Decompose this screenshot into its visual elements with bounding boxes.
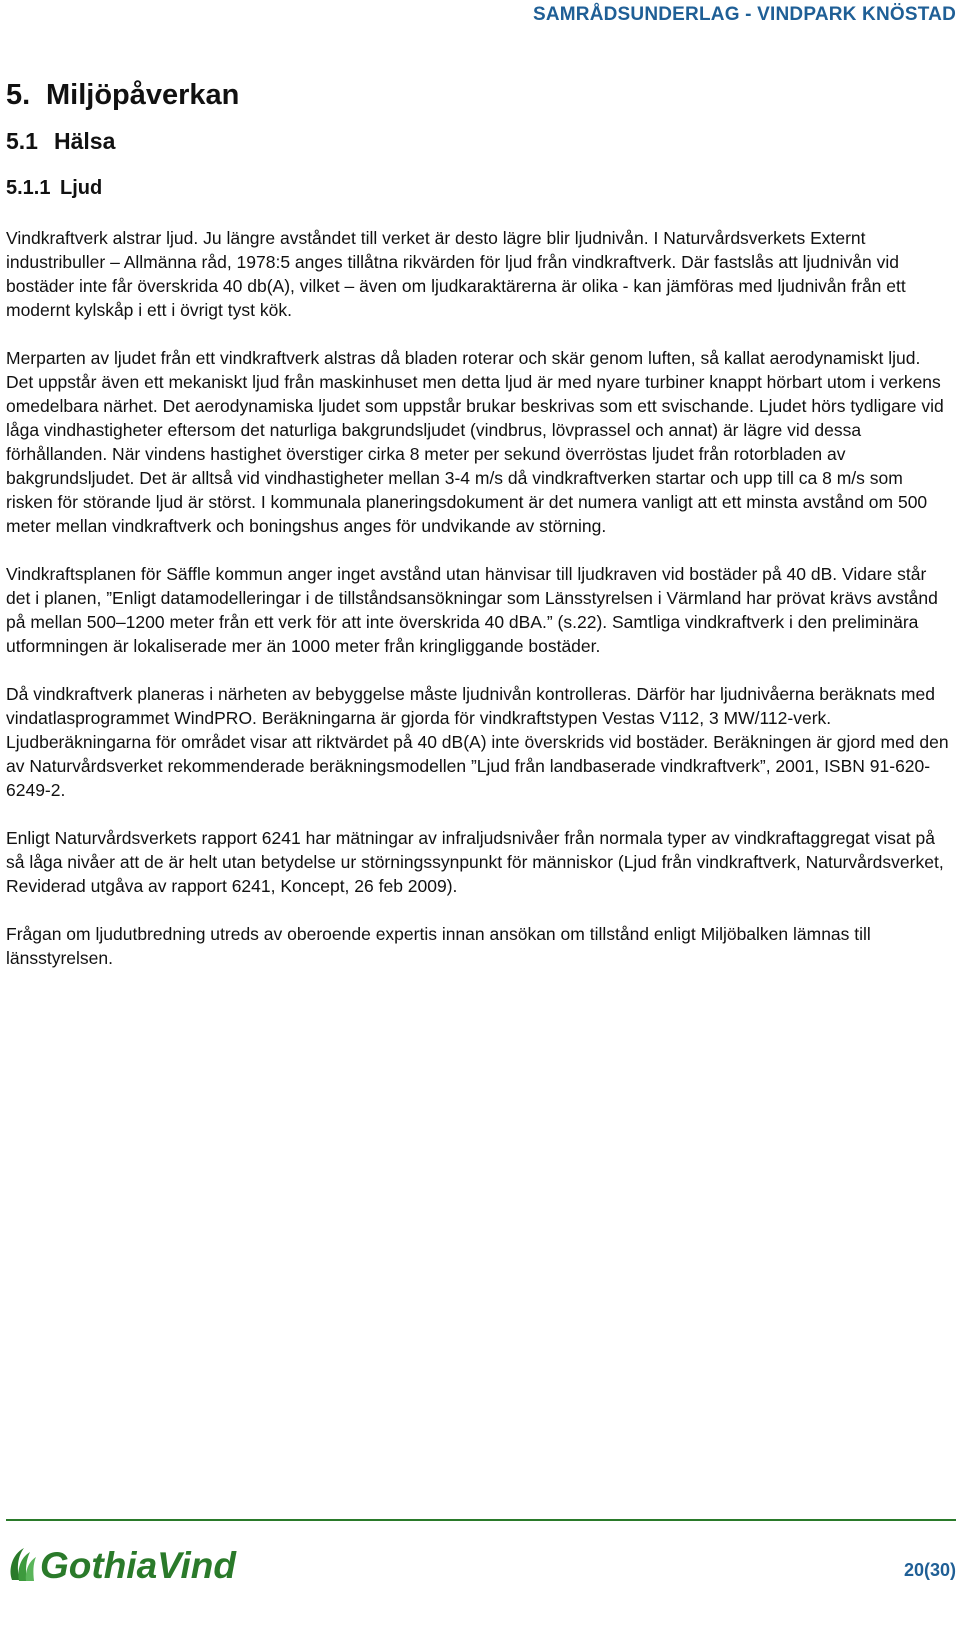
paragraph: Merparten av ljudet från ett vindkraftverk alstras då bladen roterar och skär genom luften, så kallat aerodynamiskt ljud. Det uppstår även ett mekaniskt ljud från maskinhuset men detta ljud är med nyare turbiner knappt hörbart utom i verkens omedelbara närhet. Det aerodynamiska ljudet som uppstår brukar beskrivas som ett svischande. Ljudet hörs tydligare vid låga vindhastigheter eftersom det naturliga bakgrundsljudet (vindbrus, lövprassel och annat) är lägre vid dessa förhållanden. När vindens hastighet överstiger cirka 8 meter per sekund överröstas ljudet från rotorbladen av bakgrundsljudet. Det är alltså vid vindhastigheter mellan 3-4 m/s då vindkraftverken startar och upp till ca 8 m/s som risken för störande ljud är störst. I kommunala planeringsdokument är det numera vanligt att ett minsta avstånd om 500 meter mellan vindkraftverk och boningshus anges för undvikande av störning. — [6, 348, 944, 536]
page-number: 20(30) — [903, 1560, 956, 1580]
section-heading-1 — [6, 72, 952, 118]
section-title: Hälsa — [54, 128, 116, 154]
paragraph: Vindkraftverk alstrar ljud. Ju längre avståndet till verket är desto lägre blir ljudnivån. I Naturvårdsverkets Externt industribuller – Allmänna råd, 1978:5 anges tillåtna rikvärden för ljud från vindkraftverk. Där fastslås att ljudnivån vid bostäder inte får överskrida 40 db(A), vilket – även om ljudkaraktärerna är olika - kan jämföras med ljudnivån från ett modernt kylskåp i ett i övrigt tyst kök. — [6, 228, 906, 320]
document-body — [6, 72, 952, 994]
paragraph: Vindkraftsplanen för Säffle kommun anger inget avstånd utan hänvisar till ljudkraven vid bostäder på 40 dB. Vidare står det i planen, ”Enligt datamodelleringar i de tillståndsansökningar som Länsstyrelsen i Värmland har prövat krävs avstånd på mellan 500–1200 meter från ett verk för att inte överskrida 40 dBA.” (s.22). Samtliga vindkraftverk i den preliminära utformningen är lokaliserade mer än 1000 meter från kringliggande bostäder. — [6, 564, 938, 656]
footer-divider — [6, 1519, 956, 1521]
section-title: Miljöpåverkan — [46, 79, 240, 111]
paragraph: Då vindkraftverk planeras i närheten av bebyggelse måste ljudnivån kontrolleras. Därför har ljudnivåerna beräknats med vindatlasprogrammet WindPRO. Beräkningarna är gjorda för vindkraftstypen Vestas V112, 3 MW/112-verk. Ljudberäkningarna för området visar att riktvärdet på 40 dB(A) inte överskrids vid bostäder. Beräkningen är gjord med den av Naturvårdsverket rekommenderade beräkningsmodellen ”Ljud från landbaserade vindkraftverk”, 2001, ISBN 91-620-6249-2. — [6, 684, 949, 800]
logo-text: GothiaVind — [40, 1545, 236, 1586]
section-title: Ljud — [60, 177, 103, 199]
gothiavind-logo — [6, 1540, 256, 1586]
section-heading-2 — [6, 118, 952, 164]
paragraph: Frågan om ljudutbredning utreds av oberoende expertis innan ansökan om tillstånd enligt Miljöbalken lämnas till länsstyrelsen. — [6, 924, 871, 968]
swirl-icon — [11, 1548, 37, 1581]
header-title: SAMRÅDSUNDERLAG - VINDPARK KNÖSTAD — [532, 4, 956, 25]
section-number: 5.1 — [6, 128, 38, 154]
section-number: 5.1.1 — [6, 177, 51, 199]
section-heading-3 — [6, 164, 952, 212]
section-number: 5. — [6, 79, 31, 111]
document-header — [533, 4, 956, 34]
paragraph: Enligt Naturvårdsverkets rapport 6241 har mätningar av infraljudsnivåer från normala typer av vindkraftaggregat visat på så låga nivåer att de är helt utan betydelse ur störningssynpunkt för människor (Ljud från vindkraftverk, Naturvårdsverket, Reviderad utgåva av rapport 6241, Koncept, 26 feb 2009). — [6, 828, 944, 896]
